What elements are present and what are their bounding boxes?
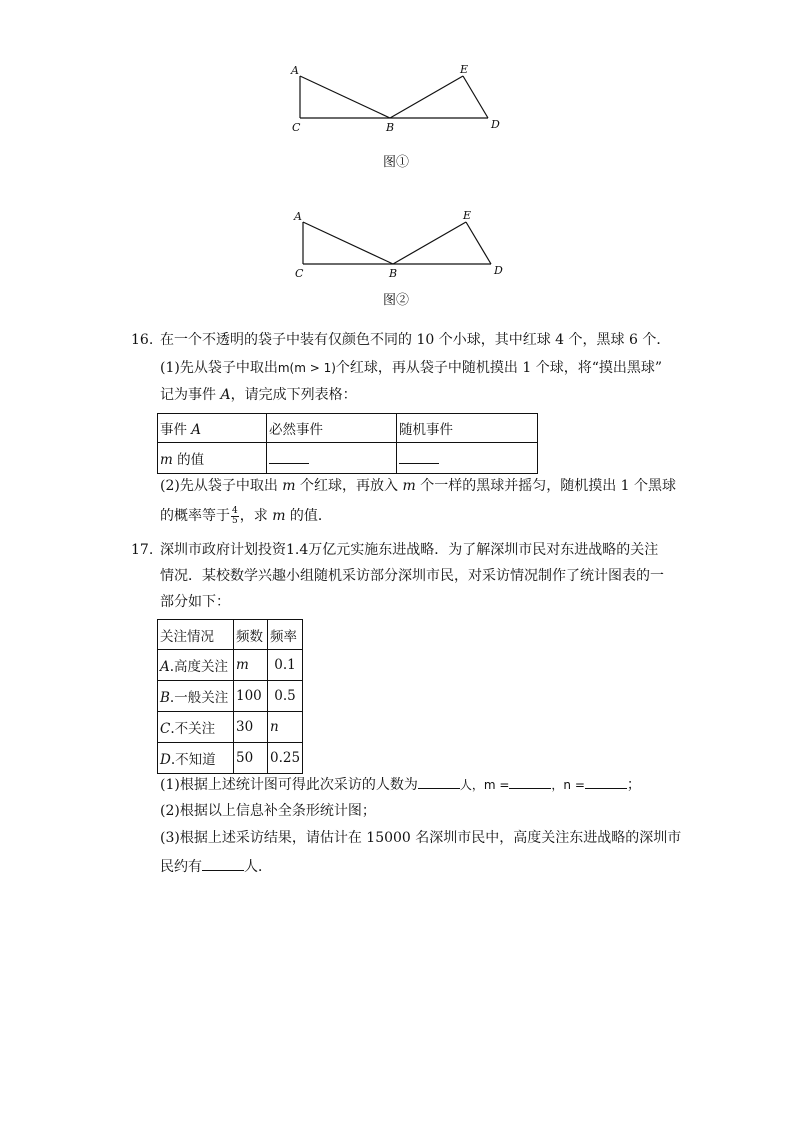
q17-part3-line1: (3)根据上述采访结果，请估计在 15000 名深圳市民中，高度关注东进战略的深圳市 [160, 830, 682, 846]
q17-part1-c: ，n = [551, 778, 585, 792]
figure-2-caption: 图② [383, 293, 410, 308]
figure-1-label-b: B [386, 121, 395, 134]
q17-row-a-count [234, 650, 268, 681]
fraction-denominator: 5 [232, 515, 238, 526]
q17-row-a-text: .高度关注 [169, 659, 229, 675]
table-row [158, 414, 538, 443]
q17-row-d-text: .不知道 [170, 752, 216, 768]
q16-part2-a: (2)先从袋子中取出 [160, 478, 283, 494]
q16-number: 16. [131, 332, 154, 348]
q17-row-c-freq [268, 712, 303, 743]
figure-2-lines [303, 222, 491, 264]
q17-stem-line1: 深圳市政府计划投资1.4万亿元实施东进战略．为了解深圳市民对东进战略的关注 [160, 542, 659, 558]
q17-row-b-count: 100 [234, 681, 268, 712]
answer-blank[interactable] [399, 449, 439, 464]
q17-number: 17. [131, 542, 154, 558]
figure-1-label-d: D [491, 118, 500, 131]
q17-table [157, 619, 303, 774]
q16-part1-line2-a: 记为事件 [160, 387, 221, 403]
q17-row-a-freq: 0.1 [268, 650, 303, 681]
q17-table-header-status: 关注情况 [158, 620, 234, 650]
q16-part1-line2 [160, 385, 357, 405]
q17-row-a-letter: A [160, 659, 170, 675]
q16-part2-line2 [160, 506, 332, 526]
q16-table-header-event-text: 事件 [160, 422, 192, 438]
fraction-numerator: 4 [232, 505, 238, 516]
q16-part2 [160, 476, 676, 496]
q16-part2-line2-b: ，求 [239, 508, 273, 524]
q17-row-a-count-var: m [236, 657, 249, 673]
q17-row-b-freq: 0.5 [268, 681, 303, 712]
q16-part1-b: 个红球，再从袋子中随机摸出 1 个球，将“摸出黑球” [335, 360, 663, 376]
table-row [158, 712, 303, 743]
q16-part1 [160, 358, 662, 378]
q16-table-header-event-var: A [191, 422, 202, 438]
q17-row-c-label [158, 712, 234, 743]
q16-part2-b: 个红球，再放入 [295, 478, 403, 494]
q17-row-d-label [158, 743, 234, 774]
answer-blank-total[interactable] [418, 774, 460, 789]
q16-part2-line2-c: 的值． [285, 508, 332, 524]
q16-table-row-label [158, 443, 267, 474]
q17-row-c-count: 30 [234, 712, 268, 743]
q16-part2-var2: m [402, 478, 416, 494]
q16-part2-line2-var: m [272, 508, 286, 524]
answer-blank-n[interactable] [585, 774, 627, 789]
q17-row-d-freq: 0.25 [268, 743, 303, 774]
q16-table-header-event [158, 414, 267, 443]
q17-stem-line3: 部分如下： [160, 594, 230, 610]
q17-row-b-text: .一般关注 [169, 690, 229, 706]
figure-1 [280, 60, 520, 140]
q17-row-b-label [158, 681, 234, 712]
q16-table-certain-answer[interactable] [267, 443, 397, 474]
q17-row-c-letter: C [160, 721, 171, 737]
figure-1-lines [300, 76, 488, 118]
q17-row-a-label [158, 650, 234, 681]
q16-table-row-label-text: 的值 [172, 452, 205, 468]
figure-1-caption: 图① [383, 155, 410, 170]
q16-table-header-random: 随机事件 [397, 414, 538, 443]
q17-part3-line2-a: 民约有 [160, 859, 202, 875]
q17-part1-a: (1)根据上述统计图可得此次采访的人数为 [160, 777, 418, 793]
q16-part1-cond: m(m > 1) [277, 361, 336, 375]
answer-blank-m[interactable] [509, 774, 551, 789]
figure-1-label-a: A [291, 64, 299, 77]
fraction-four-fifths [231, 507, 239, 526]
q17-part1 [160, 774, 641, 795]
figure-2-label-e: E [463, 209, 472, 222]
figure-2-label-a: A [294, 210, 302, 223]
q16-table-row-label-var: m [160, 452, 173, 468]
q16-part2-var1: m [282, 478, 296, 494]
q17-stem-line2: 情况．某校数学兴趣小组随机采访部分深圳市民，对采访情况制作了统计图表的一 [160, 568, 664, 584]
q16-table-random-answer[interactable] [397, 443, 538, 474]
table-row [158, 443, 538, 474]
figure-2-label-c: C [295, 267, 304, 280]
q17-row-d-letter: D [160, 752, 171, 768]
q17-part1-d: ； [626, 777, 641, 793]
figure-1-label-c: C [292, 121, 301, 134]
answer-blank[interactable] [269, 449, 309, 464]
q17-part1-b: 人，m = [459, 778, 510, 792]
q16-stem: 在一个不透明的袋子中装有仅颜色不同的 10 个小球，其中红球 4 个，黑球 6 个． [160, 332, 671, 348]
figure-2-label-d: D [494, 264, 503, 277]
q17-row-b-letter: B [160, 690, 170, 706]
q17-row-c-text: .不关注 [170, 721, 216, 737]
q16-part1-var-a: A [220, 387, 231, 403]
table-row [158, 681, 303, 712]
q16-table [157, 413, 538, 474]
q16-part1-line2-b: ，请完成下列表格： [230, 387, 357, 403]
q17-part2: (2)根据以上信息补全条形统计图； [160, 803, 376, 819]
q17-part3-line2 [160, 856, 272, 877]
q16-part2-line2-a: 的概率等于 [160, 508, 230, 524]
figure-2 [283, 206, 523, 286]
q17-table-header-count: 频数 [234, 620, 268, 650]
q17-row-d-count: 50 [234, 743, 268, 774]
q17-row-c-freq-var: n [270, 719, 279, 735]
q16-table-header-certain: 必然事件 [267, 414, 397, 443]
answer-blank-estimate[interactable] [202, 856, 244, 871]
table-row [158, 620, 303, 650]
figure-1-label-e: E [460, 63, 469, 76]
q16-part2-c: 个一样的黑球并摇匀，随机摸出 1 个黑球 [415, 478, 677, 494]
q17-table-header-freq: 频率 [268, 620, 303, 650]
table-row [158, 743, 303, 774]
table-row [158, 650, 303, 681]
q16-part1-a: (1)先从袋子中取出 [160, 360, 278, 376]
q17-part3-line2-b: 人． [244, 859, 272, 875]
figure-2-label-b: B [389, 267, 398, 280]
